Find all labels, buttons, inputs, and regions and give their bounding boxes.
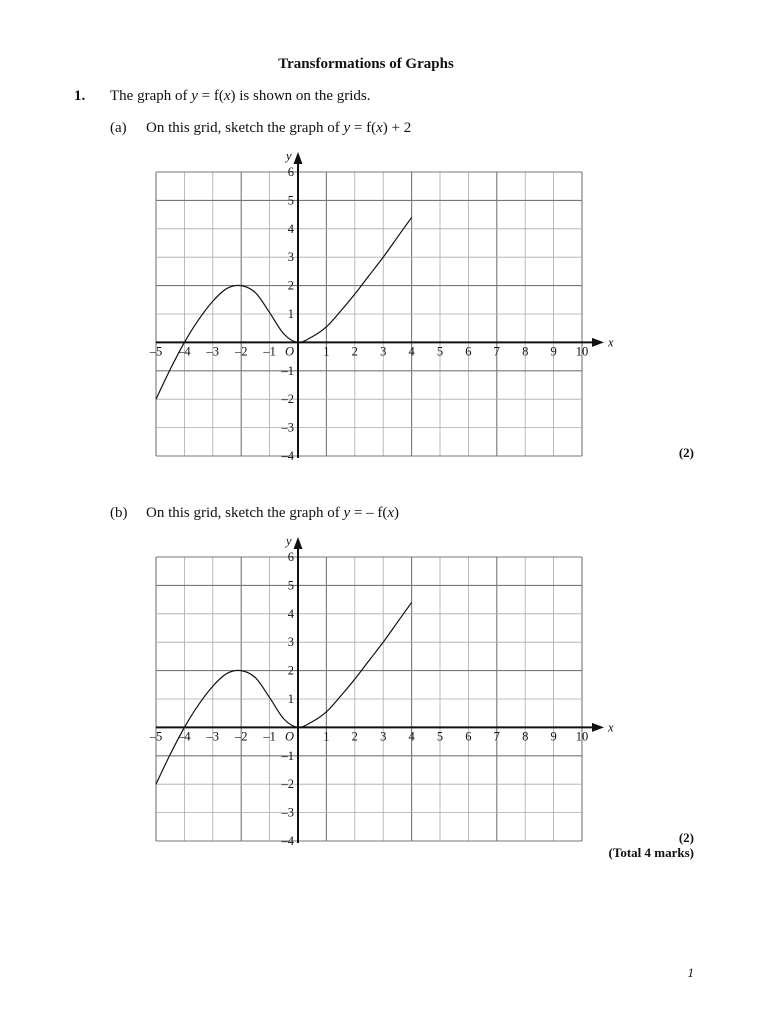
y-tick-label: 2 (287, 663, 294, 678)
x-tick-label: 10 (575, 344, 589, 359)
x-tick-label: 8 (522, 729, 529, 744)
total-marks: (Total 4 marks) (608, 845, 694, 860)
x-tick-label: 6 (465, 729, 472, 744)
x-axis-label: x (608, 720, 614, 735)
part-a-var-x: x (376, 120, 383, 136)
part-a-instruction (146, 120, 411, 137)
part-a-post: ) + 2 (382, 120, 412, 136)
part-b-marks: (2) (678, 830, 694, 845)
x-tick-label: –4 (178, 729, 191, 744)
part-a-marks: (2) (678, 445, 694, 460)
x-tick-label: 3 (380, 344, 387, 359)
question-number: 1. (74, 88, 86, 104)
page-number: 1 (687, 965, 694, 980)
x-tick-label: –3 (206, 729, 220, 744)
y-tick-label: –3 (281, 805, 294, 820)
x-axis-arrow-icon (592, 723, 604, 732)
x-tick-label: 8 (522, 344, 529, 359)
y-axis-arrow-icon (294, 152, 303, 164)
y-tick-label: –2 (281, 777, 294, 792)
y-tick-label: 6 (287, 165, 294, 179)
y-tick-label: –1 (281, 748, 294, 763)
part-a-text: On this grid, sketch the graph of (146, 120, 344, 136)
x-tick-label: 5 (436, 344, 444, 359)
part-a-eq: = f( (350, 120, 377, 136)
x-tick-label: 1 (323, 344, 330, 359)
graph-a[interactable] (140, 148, 620, 463)
y-tick-label: 2 (287, 278, 294, 293)
y-tick-label: 3 (287, 635, 294, 650)
x-tick-label: –5 (149, 344, 163, 359)
x-tick-label: 6 (465, 344, 472, 359)
part-a-var-y: y (343, 120, 351, 136)
x-tick-label: –5 (149, 729, 163, 744)
graph-b[interactable] (140, 533, 620, 848)
question-stem (110, 88, 371, 105)
x-tick-label: 4 (408, 729, 415, 744)
x-axis-label: x (608, 335, 614, 350)
y-tick-label: 5 (287, 193, 294, 208)
x-tick-label: –2 (234, 344, 248, 359)
y-tick-label: 5 (287, 578, 294, 593)
question-1 (74, 88, 85, 105)
x-tick-label: 7 (493, 729, 500, 744)
part-a-label: (a) (110, 120, 127, 136)
y-tick-label: 3 (287, 250, 294, 265)
x-tick-label: 7 (493, 344, 500, 359)
y-axis-arrow-icon (294, 537, 303, 549)
worksheet-title: Transformations of Graphs (278, 56, 454, 72)
x-tick-label: 1 (323, 729, 330, 744)
y-tick-label: –3 (281, 420, 294, 435)
x-tick-label: –3 (206, 344, 220, 359)
x-tick-label: –1 (263, 344, 276, 359)
y-tick-label: –1 (281, 363, 294, 378)
origin-label: O (285, 729, 295, 744)
part-b-var-y: y (343, 505, 351, 521)
x-axis-arrow-icon (592, 338, 604, 347)
x-tick-label: –2 (234, 729, 248, 744)
stem-post: ) is shown on the grids. (230, 88, 371, 104)
y-tick-label: 6 (287, 550, 294, 564)
stem-var-y: y (191, 88, 198, 104)
y-tick-label: –2 (281, 392, 294, 407)
x-tick-label: –4 (178, 344, 191, 359)
y-axis-label: y (286, 534, 292, 548)
origin-label: O (285, 344, 295, 359)
y-tick-label: 1 (287, 692, 294, 706)
part-b-text: On this grid, sketch the graph of (146, 505, 344, 521)
x-tick-label: 2 (351, 344, 358, 359)
stem-text: The graph of (110, 88, 192, 104)
grid (156, 172, 582, 456)
x-tick-label: –1 (263, 729, 276, 744)
y-tick-label: 4 (287, 221, 294, 236)
x-tick-label: 5 (436, 729, 444, 744)
x-tick-label: 10 (575, 729, 589, 744)
y-tick-label: –4 (281, 449, 294, 463)
part-b-var-x: x (387, 505, 395, 521)
grid (156, 557, 582, 841)
y-axis-label: y (286, 149, 292, 163)
stem-var-x: x (223, 88, 231, 104)
y-tick-label: 4 (287, 606, 294, 621)
y-tick-label: 1 (287, 307, 294, 321)
stem-eq: = f( (197, 88, 224, 104)
part-b-eq: = – f( (350, 505, 388, 521)
x-tick-label: 4 (408, 344, 415, 359)
x-tick-label: 2 (351, 729, 358, 744)
x-tick-label: 9 (550, 344, 557, 359)
x-tick-label: 3 (380, 729, 387, 744)
part-b-instruction (146, 505, 399, 522)
part-b-post: ) (394, 505, 400, 521)
x-tick-label: 9 (550, 729, 557, 744)
y-tick-label: –4 (281, 834, 294, 848)
part-b-label: (b) (110, 505, 128, 521)
